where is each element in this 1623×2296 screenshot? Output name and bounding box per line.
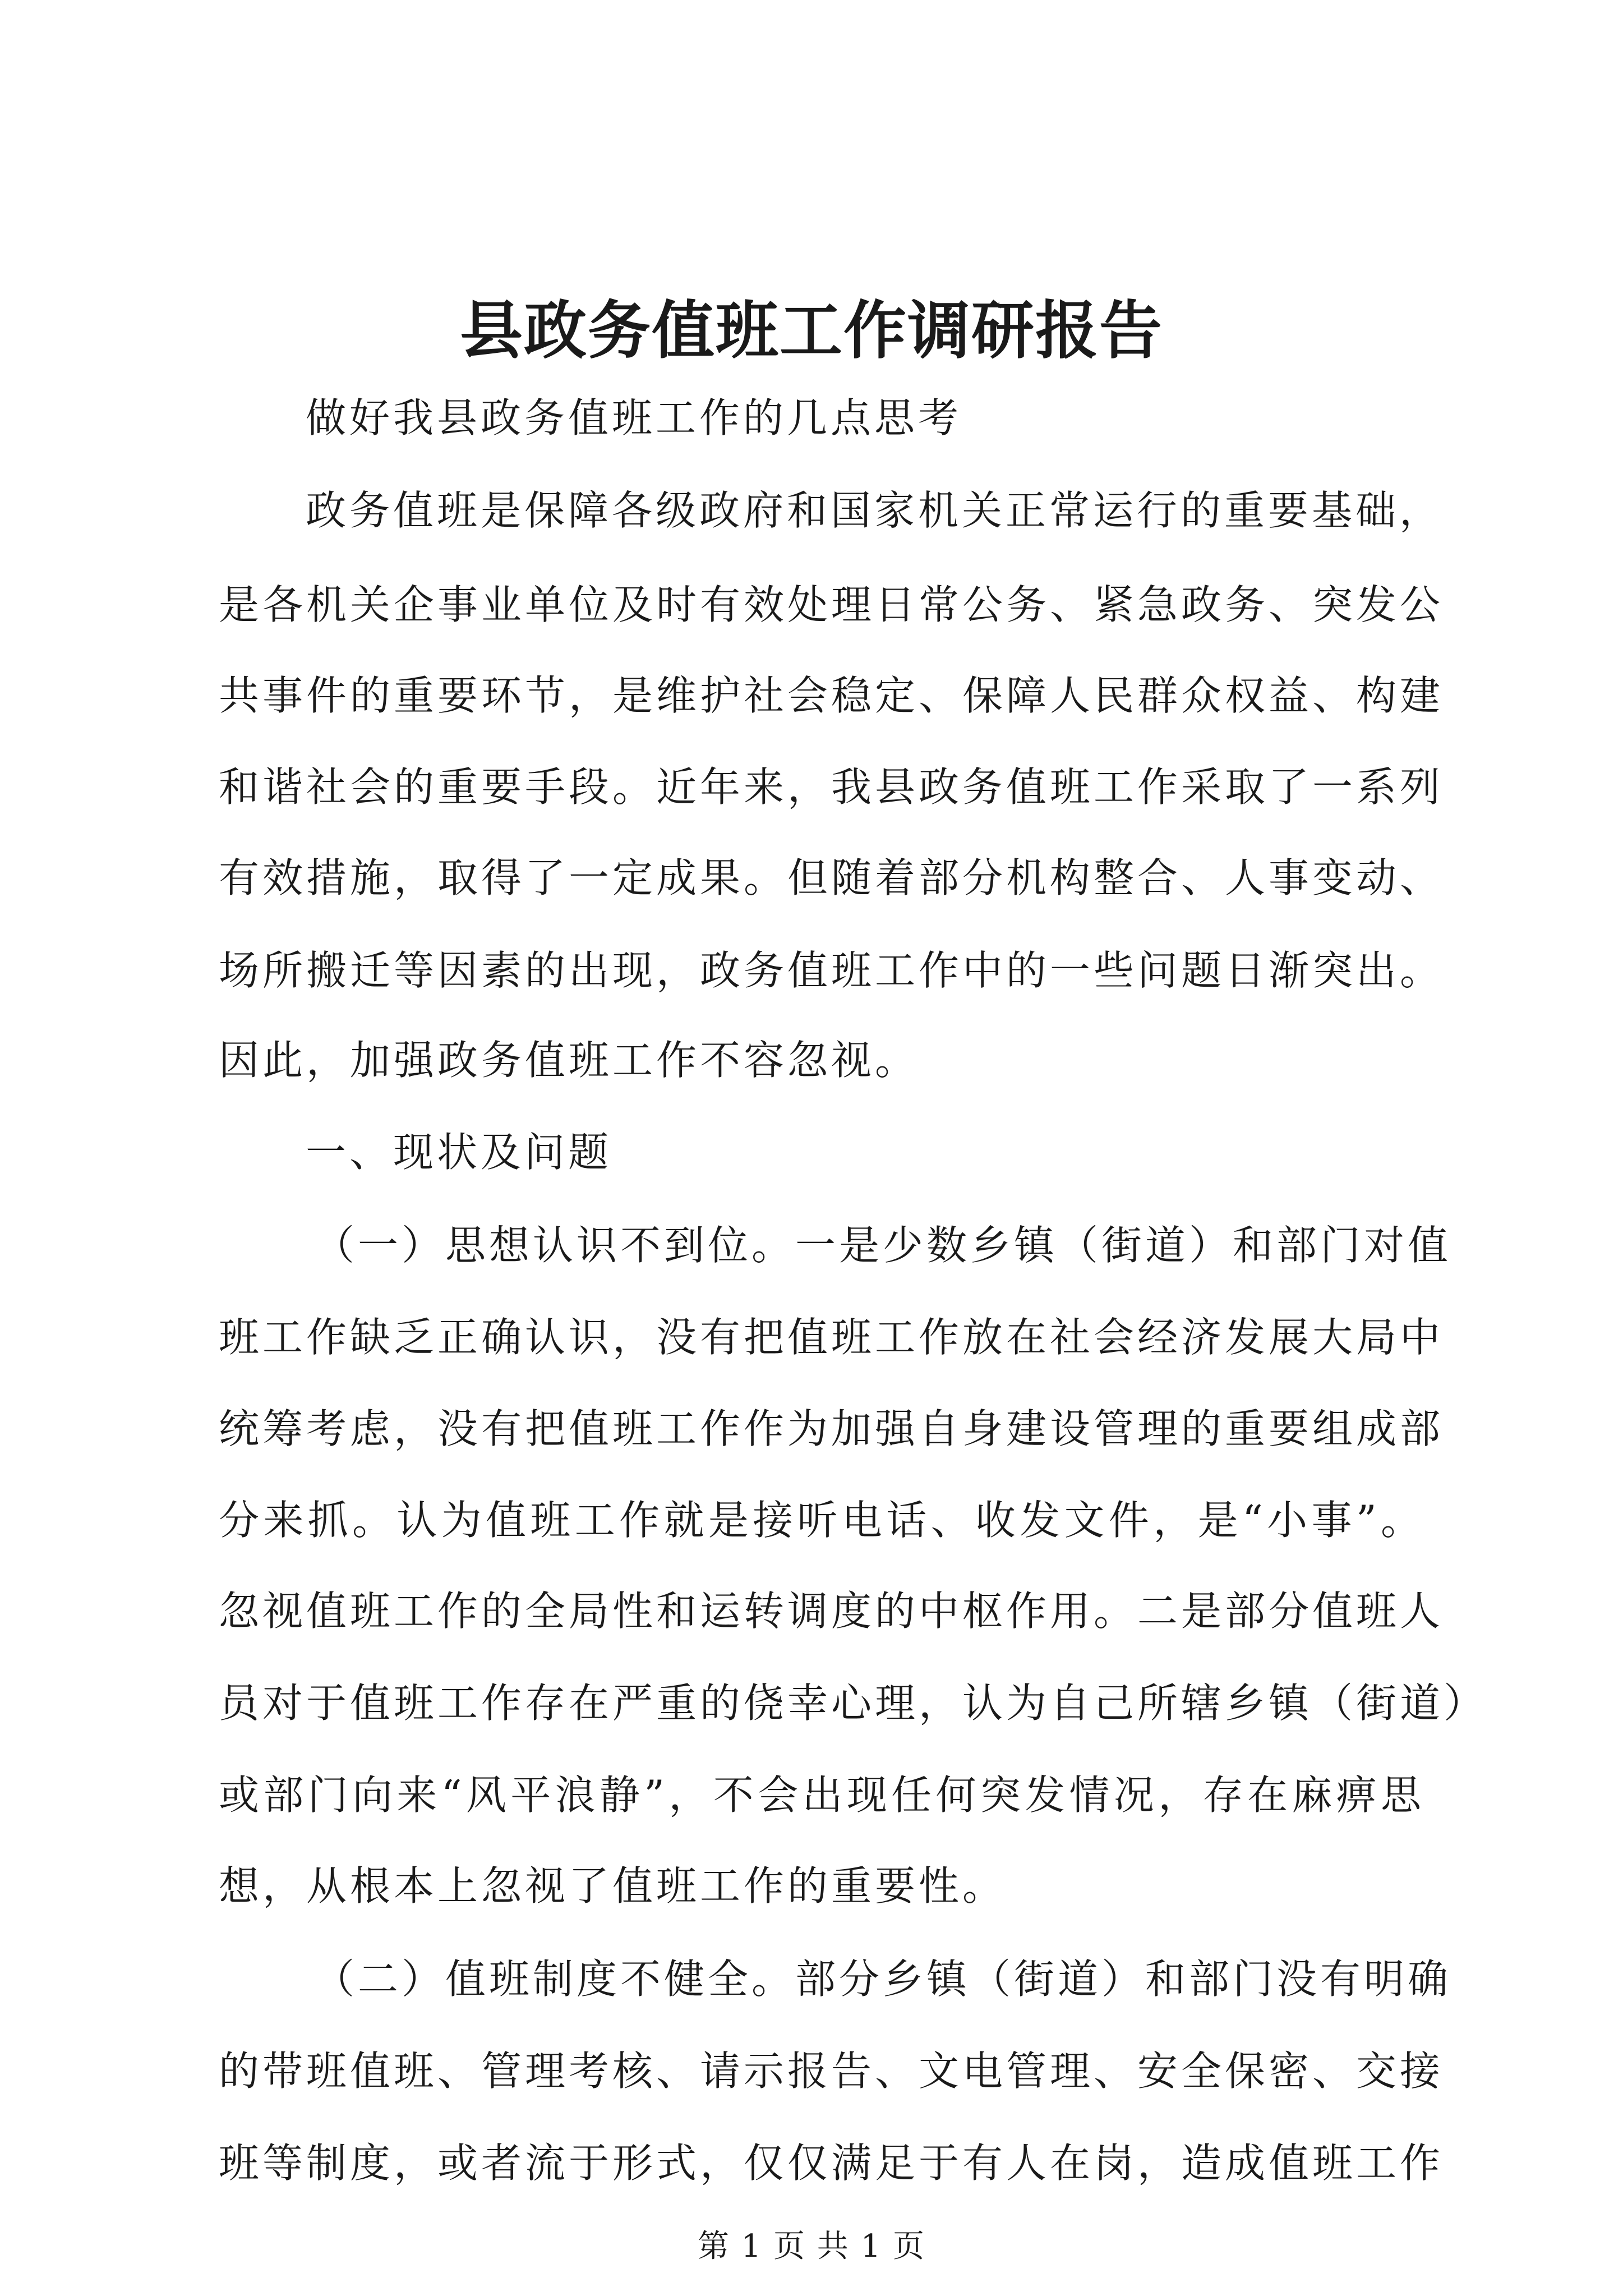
body-line: 想，从根本上忽视了值班工作的重要性。 [219,1862,1007,1910]
subtitle-line: 做好我县政务值班工作的几点思考 [306,394,962,441]
body-line: 忽视值班工作的全局性和运转调度的中枢作用。二是部分值班人 [219,1588,1444,1635]
body-line: 班工作缺乏正确认识，没有把值班工作放在社会经济发展大局中 [219,1314,1444,1361]
body-line: 和谐社会的重要手段。近年来，我县政务值班工作采取了一系列 [219,763,1444,811]
body-line: 员对于值班工作存在严重的侥幸心理，认为自己所辖乡镇（街道） [219,1680,1488,1727]
body-line: 统筹考虑，没有把值班工作作为加强自身建设管理的重要组成部 [219,1405,1444,1452]
body-line: 共事件的重要环节，是维护社会稳定、保障人民群众权益、构建 [219,672,1444,719]
body-line: 是各机关企事业单位及时有效处理日常公务、紧急政务、突发公 [219,581,1444,628]
body-line: （一）思想认识不到位。一是少数乡镇（街道）和部门对值 [314,1222,1452,1269]
body-line: 或部门向来“风平浪静”，不会出现任何突发情况，存在麻痹思 [219,1772,1424,1819]
body-line: 分来抓。认为值班工作就是接听电话、收发文件，是“小事”。 [219,1497,1424,1544]
document-title: 县政务值班工作调研报告 [460,294,1163,367]
section-heading: 一、现状及问题 [306,1129,612,1176]
body-line: 有效措施，取得了一定成果。但随着部分机构整合、人事变动、 [219,854,1444,901]
page-number: 第 1 页 共 1 页 [697,2228,926,2265]
body-line: 的带班值班、管理考核、请示报告、文电管理、安全保密、交接 [219,2047,1444,2095]
body-line: 场所搬迁等因素的出现，政务值班工作中的一些问题日渐突出。 [219,947,1444,994]
body-line: （二）值班制度不健全。部分乡镇（街道）和部门没有明确 [314,1955,1452,2003]
body-line: 因此，加强政务值班工作不容忽视。 [219,1037,919,1084]
body-line: 班等制度，或者流于形式，仅仅满足于有人在岗，造成值班工作 [219,2139,1444,2187]
body-line: 政务值班是保障各级政府和国家机关正常运行的重要基础， [306,487,1444,534]
